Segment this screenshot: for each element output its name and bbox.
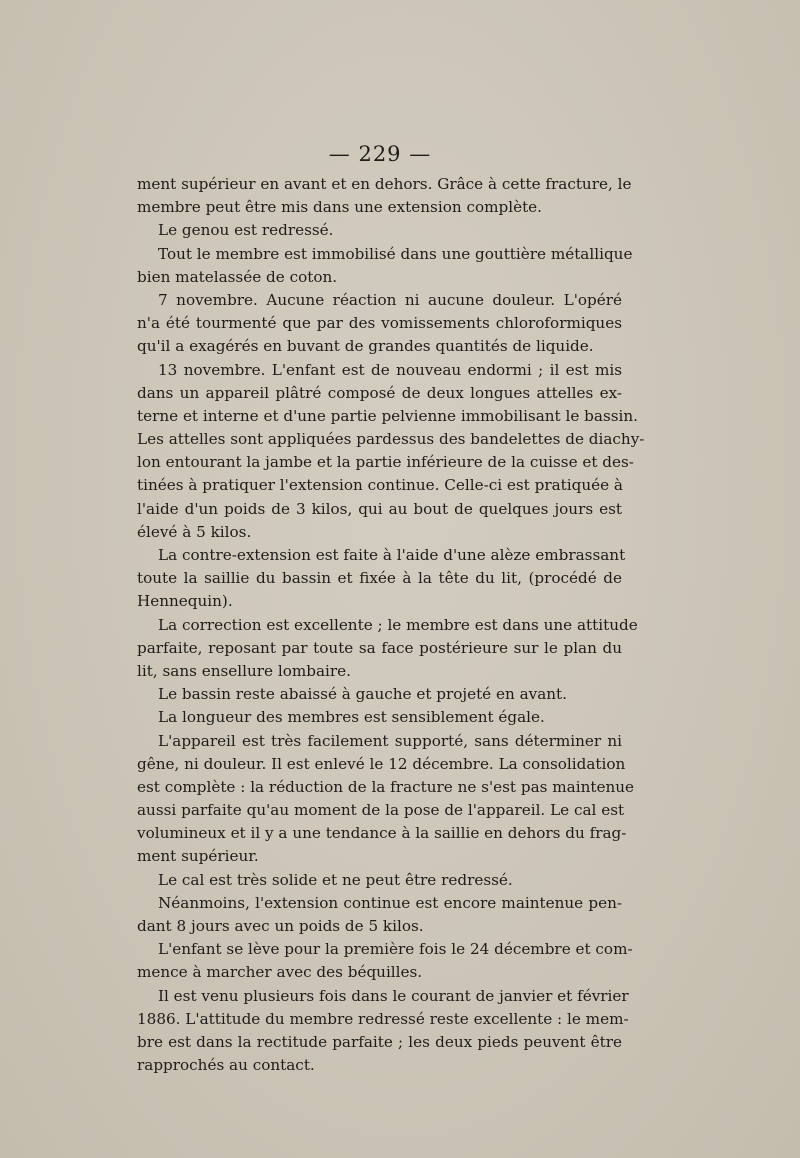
text-line: Les attelles sont appliquées pardessus des bandelettes de diachy- [137, 430, 645, 449]
text-line: élevé à 5 kilos. [137, 522, 252, 541]
text-line: La contre-extension est faite à l'aide d'une alèze embrassant [158, 546, 626, 564]
text-line: dant 8 jours avec un poids de 5 kilos. [137, 917, 424, 935]
text-line: dans un appareil plâtré composé de deux longues attelles ex- [137, 383, 622, 402]
text-line: Le cal est très solide et ne peut être redressé. [158, 870, 513, 889]
text-line: La longueur des membres est sensiblement égale. [158, 708, 545, 727]
body-text [137, 173, 645, 1077]
text-line: Néanmoins, l'extension continue est encore maintenue pen- [158, 893, 622, 912]
text-line: ment supérieur. [137, 847, 259, 866]
page-number: — 229 — [328, 142, 432, 166]
text-line: toute la saillie du bassin et fixée à la tête du lit, (procédé de [137, 569, 622, 588]
text-line: membre peut être mis dans une extension complète. [137, 198, 542, 217]
text-line: Le genou est redressé. [158, 221, 334, 240]
text-line: rapprochés au contact. [137, 1056, 315, 1075]
text-line: Le bassin reste abaissé à gauche et projeté en avant. [158, 685, 567, 704]
text-line: L'enfant se lève pour la première fois le 24 décembre et com- [158, 940, 633, 959]
text-line: lit, sans ensellure lombaire. [137, 661, 351, 680]
text-line: La correction est excellente ; le membre est dans une attitude [158, 615, 638, 634]
text-line: qu'il a exagérés en buvant de grandes quantités de liquide. [137, 337, 594, 356]
text-line: Il est venu plusieurs fois dans le courant de janvier et février [158, 986, 629, 1005]
text-line: volumineux et il y a une tendance à la saillie en dehors du frag- [137, 824, 627, 843]
text-line: ment supérieur en avant et en dehors. Grâce à cette fracture, le [137, 175, 632, 193]
text-line: est complète : la réduction de la fracture ne s'est pas maintenue [137, 777, 634, 796]
text-line: lon entourant la jambe et la partie inférieure de la cuisse et des- [137, 453, 634, 472]
text-line: terne et interne et d'une partie pelvienne immobilisant le bassin. [137, 406, 638, 425]
text-line: gêne, ni douleur. Il est enlevé le 12 décembre. La consolidation [137, 754, 626, 773]
text-line: l'aide d'un poids de 3 kilos, qui au bout de quelques jours est [137, 499, 622, 518]
text-line: parfaite, reposant par toute sa face postérieure sur le plan du [137, 638, 622, 657]
text-line: tinées à pratiquer l'extension continue. Celle-ci est pratiquée à [137, 476, 623, 495]
text-line: mence à marcher avec des béquilles. [137, 963, 423, 982]
text-line: bre est dans la rectitude parfaite ; les deux pieds peuvent être [137, 1032, 622, 1051]
text-line: 7 novembre. Aucune réaction ni aucune douleur. L'opéré [158, 290, 622, 309]
text-line: 13 novembre. L'enfant est de nouveau endormi ; il est mis [158, 360, 622, 379]
text-line: 1886. L'attitude du membre redressé reste excellente : le mem- [137, 1009, 629, 1028]
text-line: L'appareil est très facilement supporté, sans déterminer ni [158, 731, 622, 750]
text-line: Tout le membre est immobilisé dans une gouttière métallique [158, 244, 633, 263]
text-line: aussi parfaite qu'au moment de la pose de l'appareil. Le cal est [137, 801, 625, 820]
text-line: n'a été tourmenté que par des vomissements chloroformiques [137, 314, 622, 333]
text-line: bien matelassée de coton. [137, 267, 338, 286]
text-line: Hennequin). [137, 592, 233, 611]
